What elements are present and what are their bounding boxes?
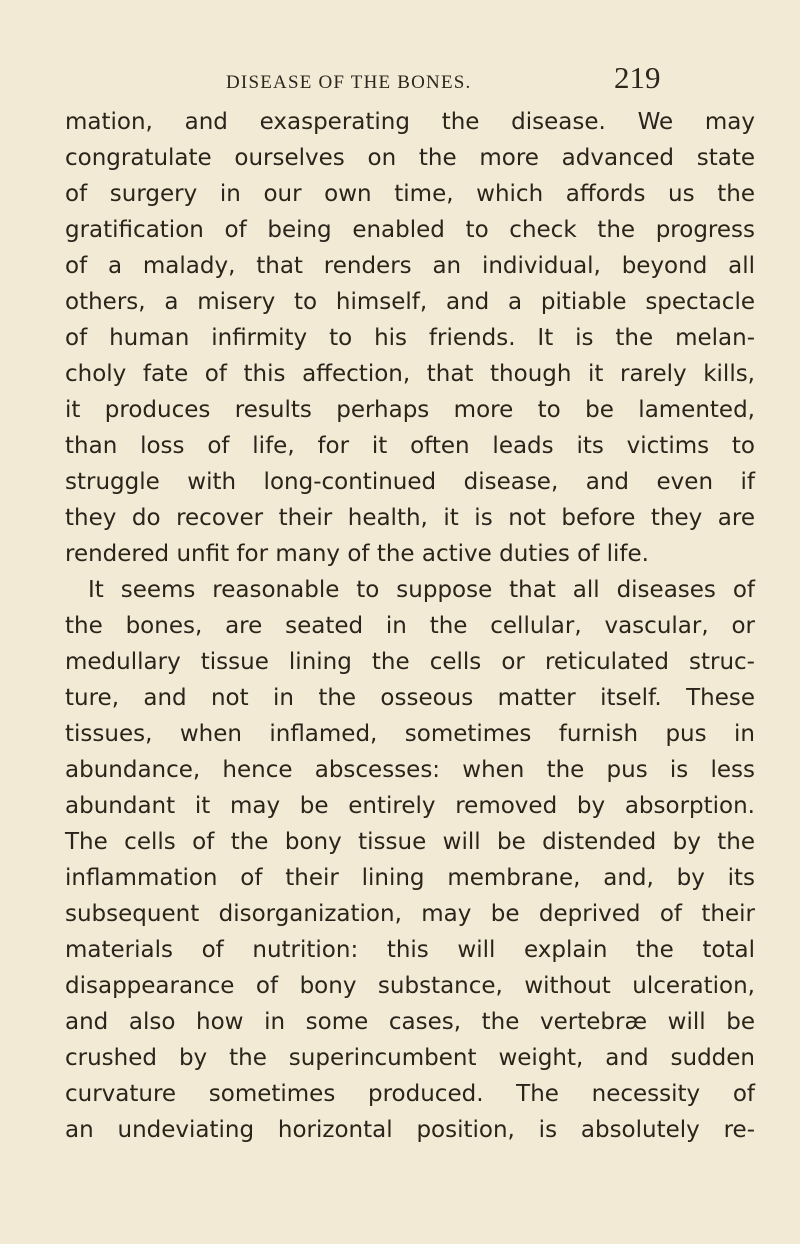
text-line: of a malady, that renders an individual, beyond all [65,253,755,279]
text-line: it produces results perhaps more to be lamented, [65,397,755,423]
text-line: and also how in some cases, the vertebræ will be [65,1009,755,1035]
text-line: the bones, are seated in the cellular, vascular, or [65,613,755,639]
text-line: crushed by the superincumbent weight, and sudden [65,1045,755,1071]
text-line: struggle with long-continued disease, and even if [65,469,755,495]
text-line: others, a misery to himself, and a pitiable spectacle [65,289,755,315]
text-line: curvature sometimes produced. The necessity of [65,1081,755,1107]
running-head: DISEASE OF THE BONES. [226,72,472,93]
text-line: choly fate of this affection, that though it rarely kills, [65,361,755,387]
text-line: an undeviating horizontal position, is absolutely re- [65,1117,755,1143]
text-line: they do recover their health, it is not before they are [65,505,755,531]
text-line: subsequent disorganization, may be deprived of their [65,901,755,927]
text-line: mation, and exasperating the disease. We may [65,109,755,135]
text-line: of surgery in our own time, which affords us the [65,181,755,207]
text-line: tissues, when inflamed, sometimes furnish pus in [65,721,755,747]
text-line: materials of nutrition: this will explain the total [65,937,755,963]
text-line: disappearance of bony substance, without ulceration, [65,973,755,999]
text-line: than loss of life, for it often leads its victims to [65,433,755,459]
text-line: abundance, hence abscesses: when the pus is less [65,757,755,783]
text-line: abundant it may be entirely removed by absorption. [65,793,755,819]
text-line: ture, and not in the osseous matter itself. These [65,685,755,711]
text-line: rendered unfit for many of the active duties of life. [65,541,649,567]
text-line: congratulate ourselves on the more advanced state [65,145,755,171]
body-text [65,104,755,1148]
page-number: 219 [614,60,661,95]
paragraph-start-line: It seems reasonable to suppose that all diseases of [88,577,755,603]
text-line: The cells of the bony tissue will be distended by the [65,829,755,855]
text-line: gratification of being enabled to check the progress [65,217,755,243]
text-line: of human infirmity to his friends. It is the melan- [65,325,755,351]
text-line: inflammation of their lining membrane, and, by its [65,865,755,891]
text-line: medullary tissue lining the cells or reticulated struc- [65,649,755,675]
